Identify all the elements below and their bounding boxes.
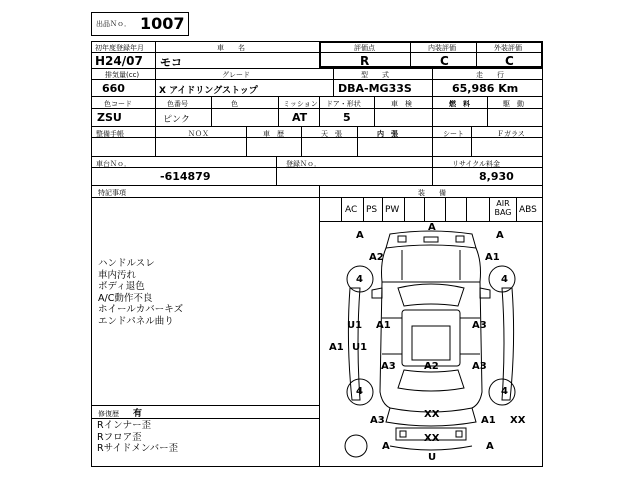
score: R [360, 54, 370, 68]
damage-mark: 4 [501, 274, 508, 285]
first-reg: H24/07 [95, 54, 143, 68]
drive-label: 駆 動 [503, 100, 524, 108]
damage-mark: A2 [424, 361, 439, 372]
exterior-grade: C [505, 54, 514, 68]
damage-mark: U1 [352, 342, 368, 353]
nox-label: ＮＯＸ [188, 130, 209, 138]
equipment-pw: PW [385, 205, 400, 215]
repair-item: Rフロア歪 [97, 431, 142, 443]
recycle-fee-label: リサイクル料金 [452, 160, 501, 168]
inspection-label: 車 検 [391, 100, 412, 108]
damage-mark: A [382, 441, 390, 452]
model-code: DBA-MG33S [338, 82, 412, 95]
damage-mark: A3 [370, 415, 385, 426]
damage-mark: U1 [347, 320, 363, 331]
mission-label: ミッション [283, 100, 318, 108]
notes-label: 特記事項 [98, 189, 126, 197]
equipment-ps: PS [366, 205, 378, 215]
interior-grade: C [440, 54, 449, 68]
displacement: 660 [102, 82, 125, 95]
exterior-grade-label: 外装評価 [494, 44, 522, 52]
damage-mark: 4 [356, 274, 363, 285]
sunroof-label: 天 張 [321, 130, 342, 138]
damage-mark: 4 [356, 386, 363, 397]
damage-mark: A [496, 230, 504, 241]
equipment-abs: ABS [519, 205, 537, 215]
note-item: ハンドルスレ [98, 258, 155, 269]
damage-mark: A3 [381, 361, 396, 372]
fuel-label: 燃 料 [449, 100, 470, 108]
damage-mark: XX [424, 433, 440, 444]
recycle-fee: 8,930 [479, 170, 514, 183]
note-item: エンドパネル曲り [98, 315, 174, 327]
equipment-label: 装 備 [418, 189, 446, 197]
lot-number-label: 出品Ｎｏ． [96, 20, 131, 28]
grade: X アイドリングストップ [159, 86, 258, 96]
car-name: モコ [160, 56, 182, 69]
color: ピンク [163, 115, 190, 125]
chassis-label: 車台Ｎｏ． [96, 160, 131, 168]
color-code: ZSU [97, 111, 122, 124]
interior-lining-label: 内 張 [377, 130, 398, 138]
first-reg-label: 初年度登録年月 [95, 44, 144, 52]
mission: AT [292, 111, 308, 124]
damage-mark: A2 [369, 252, 384, 263]
damage-mark: XX [510, 415, 526, 426]
model-label: 型 式 [361, 71, 389, 79]
car-name-label: 車 名 [217, 44, 245, 52]
damage-mark: A1 [481, 415, 496, 426]
damage-mark: A [486, 441, 494, 452]
damage-mark: 4 [501, 386, 508, 397]
note-item: ホイールカバーキズ [98, 304, 184, 315]
score-label: 評価点 [354, 44, 375, 52]
damage-mark: A3 [472, 361, 487, 372]
damage-mark: A1 [376, 320, 391, 331]
repair-history-label: 修復歴 [98, 410, 119, 418]
color-label: 色 [231, 100, 238, 108]
repair-item: Rサイドメンバー歪 [97, 443, 179, 454]
doors-label: ドア・形状 [326, 100, 361, 108]
repair-history-value: 有 [133, 409, 143, 419]
mileage-label: 走 行 [476, 71, 504, 79]
damage-mark: A3 [472, 320, 487, 331]
damage-mark: A1 [485, 252, 500, 263]
note-item: 車内汚れ [98, 269, 137, 281]
color-number-label: 色番号 [167, 100, 188, 108]
doors: 5 [343, 111, 351, 124]
damage-mark: A [428, 222, 436, 233]
damage-mark: U [428, 452, 437, 463]
damage-mark: XX [424, 409, 440, 420]
maintenance-label: 整備手帳 [96, 130, 124, 138]
mileage: 65,986 Km [452, 82, 519, 95]
lot-number: 1007 [140, 14, 185, 33]
damage-mark: A1 [329, 342, 344, 353]
front-glass-label: Ｆガラス [497, 130, 525, 138]
grade-label: グレード [222, 71, 250, 79]
seat-label: シート [443, 130, 464, 138]
equipment-ac: AC [345, 205, 358, 215]
chassis-number: -614879 [160, 170, 211, 183]
equipment-airbag: AIR BAG [494, 199, 512, 217]
note-item: ボディ退色 [98, 281, 145, 292]
displacement-label: 排気量(cc) [105, 71, 140, 79]
history-label: 車 歴 [263, 130, 284, 138]
registration-label: 登録Ｎｏ． [286, 160, 321, 168]
color-code-label: 色コード [104, 100, 132, 108]
repair-item: Rインナー歪 [97, 420, 152, 431]
lot-number-box [91, 12, 189, 36]
note-item: A/C動作不良 [98, 292, 153, 304]
interior-grade-label: 内装評価 [428, 44, 456, 52]
damage-mark: A [356, 230, 364, 241]
